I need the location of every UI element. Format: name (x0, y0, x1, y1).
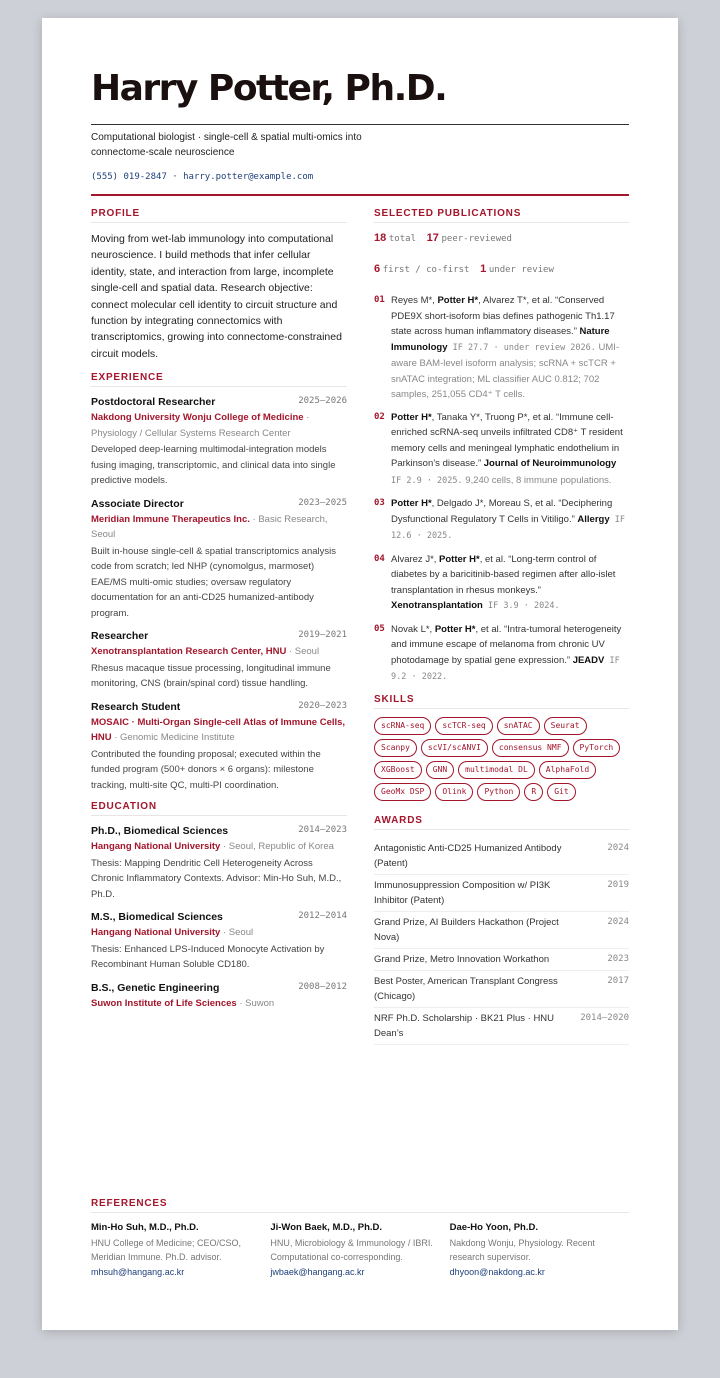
stat-first-label: first / co-first (382, 265, 470, 275)
skill-chip: multimodal DL (458, 761, 535, 779)
experience-organization: Nakdong University Wonju College of Medicine (91, 412, 304, 424)
publication-item (374, 552, 629, 615)
reference-description: HNU College of Medicine; CEO/CSO, Meridian Immune. Ph.D. advisor. (91, 1237, 242, 1262)
publication-number: 05 (374, 623, 385, 634)
stat-first-number: 6 (374, 263, 381, 275)
experience-heading: EXPERIENCE (91, 372, 347, 387)
reference-email[interactable]: mhsuh@hangang.ac.kr (91, 1266, 185, 1277)
stat-peer-label: peer-reviewed (441, 234, 512, 244)
publication-journal: Nature Immunology (391, 326, 610, 353)
publication-self-author: Potter H* (437, 295, 479, 306)
award-year: 2024 (607, 916, 629, 927)
publications-heading: SELECTED PUBLICATIONS (374, 208, 629, 223)
publication-item (374, 293, 629, 403)
publication-number: 01 (374, 295, 385, 305)
profile-text: Moving from wet-lab immunology into computational neuroscience. I build methods that infer cellular identity, state, and interaction from large, incomplete single-cell and spatial data. Research objective: connect molecular cell identity to circuit structure and function by integrating connectomics with transcriptomics, growing into connectome-constrained circuit models. (91, 233, 342, 360)
award-year: 2024 (607, 842, 629, 853)
publication-meta: IF 2.9 · 2025. (391, 475, 463, 486)
award-year: 2023 (607, 953, 629, 964)
experience-organization-detail: · Genomic Medicine Institute (111, 732, 235, 744)
resume-page (42, 18, 678, 1330)
reference-description: Nakdong Wonju, Physiology. Recent research supervisor. (449, 1237, 595, 1262)
award-item (374, 875, 629, 912)
education-organization-detail: · Seoul (220, 927, 254, 939)
publication-meta: IF 27.7 · under review 2026. (447, 342, 596, 353)
experience-organization: MOSAIC · Multi-Organ Single-cell Atlas of Immune Cells, HNU (91, 716, 346, 744)
education-organization: Suwon Institute of Life Sciences (91, 997, 237, 1009)
reference-item (91, 1221, 270, 1279)
award-name: NRF Ph.D. Scholarship · BK21 Plus · HNU Dean’s (374, 1012, 555, 1039)
skill-chip: Seurat (544, 717, 587, 735)
resume-subtitle: Computational biologist · single-cell & spatial multi-omics into connectome-scale neuroscience (91, 132, 362, 158)
contact-line: (555) 019-2847 · harry.potter@example.com (91, 172, 314, 182)
experience-description: Contributed the founding proposal; executed within the funded program (500+ donors × 6 organs): milestone tracking, multi-site QC, multi-PI coordination. (91, 748, 321, 791)
experience-role: Associate Director (91, 497, 184, 510)
award-item (374, 949, 629, 971)
experience-organization-line (91, 644, 347, 660)
skill-chip: scRNA-seq (374, 717, 431, 735)
education-organization-line (91, 925, 347, 941)
skill-chip: scVI/scANVI (421, 739, 488, 757)
award-item (374, 838, 629, 875)
stat-peer-number: 17 (426, 232, 439, 244)
education-date: 2012–2014 (298, 911, 347, 922)
education-organization-detail: · Suwon (236, 997, 275, 1009)
publication-title: , Alvarez T*, et al. “Conserved PDE9X short-isoform bias defines pathogenic Th1.17 state across human inflammatory diseases.” (391, 295, 615, 337)
publication-title: , Tanaka Y*, Truong P*, et al. “Immune cell-enriched scRNA-seq unveils infiltrated CD8⁺ T resident memory cells and meningeal lymphatic endothelium in Parkinson’s disease.” (391, 411, 623, 469)
publication-list (374, 293, 629, 686)
experience-entry (91, 700, 347, 794)
award-year: 2019 (607, 879, 629, 890)
experience-date: 2019–2021 (298, 630, 347, 641)
award-year: 2017 (607, 975, 629, 986)
experience-role: Postdoctoral Researcher (91, 396, 216, 409)
experience-organization-line (91, 512, 347, 543)
skill-chip: Scanpy (374, 739, 417, 757)
awards-heading: AWARDS (374, 815, 629, 830)
experience-organization-line (91, 715, 347, 746)
experience-entry (91, 497, 347, 622)
references-list (91, 1221, 629, 1279)
publication-journal: Xenotransplantation (391, 600, 483, 611)
header-accent-rule (91, 194, 629, 196)
award-item (374, 971, 629, 1008)
publication-meta: IF 3.9 · 2024. (482, 601, 560, 611)
reference-name: Min-Ho Suh, M.D., Ph.D. (91, 1222, 199, 1233)
skill-chip: consensus NMF (492, 739, 569, 757)
publication-item (374, 622, 629, 686)
stats-row-2 (374, 262, 629, 277)
left-column (91, 208, 347, 1019)
skill-chip: Olink (435, 783, 473, 801)
skill-chip: XGBoost (374, 761, 422, 779)
stats-row-1 (374, 231, 629, 246)
education-date: 2014–2023 (298, 825, 347, 836)
reference-item (270, 1221, 449, 1279)
award-name: Grand Prize, AI Builders Hackathon (Project Nova) (374, 916, 559, 943)
education-organization-line (91, 839, 347, 855)
publication-self-author: Potter H* (434, 623, 476, 635)
publication-self-author: Potter H* (439, 553, 480, 565)
skill-chip: GeoMx DSP (374, 783, 431, 801)
publication-title: , et al. “Long-term control of diabetes by a baricitinib-based regimen after allo-islet transplantation in rhesus monkeys.” (391, 553, 616, 596)
publication-stats (374, 231, 629, 277)
award-item (374, 912, 629, 949)
education-organization: Hangang National University (91, 927, 221, 939)
awards-list (374, 838, 629, 1045)
experience-organization-detail: · Physiology / Cellular Systems Research Center (91, 412, 310, 439)
education-description: Thesis: Mapping Dendritic Cell Heterogeneity Across Chronic Inflammatory Contexts. Advisor: Min-Ho Suh, M.D., Ph.D. (91, 857, 342, 900)
references-section (91, 1198, 629, 1279)
publication-title: , et al. “Intra-tumoral heterogeneity and immune escape of melanoma from chronic UV photodamage by spatial gene expression.” (391, 623, 622, 666)
skill-chip: Python (477, 783, 520, 801)
publication-item (374, 410, 629, 490)
education-date: 2008–2012 (298, 981, 347, 992)
publication-note: 9,240 cells, 8 immune populations. (462, 474, 612, 486)
skill-chip: R (524, 783, 543, 801)
experience-description: Rhesus macaque tissue processing, longitudinal immune monitoring, CNS (brain/spinal cord) tissue handling. (91, 662, 331, 690)
publication-number: 02 (374, 411, 385, 422)
publication-number: 03 (374, 498, 385, 508)
publication-journal: Journal of Neuroimmunology (483, 458, 617, 469)
publication-authors-before: Novak L*, (391, 623, 435, 635)
publication-self-author: Potter H* (391, 411, 432, 423)
skill-chip: scTCR-seq (435, 717, 492, 735)
education-role: B.S., Genetic Engineering (91, 981, 220, 994)
skill-chip: snATAC (497, 717, 540, 735)
experience-entry (91, 629, 347, 692)
experience-organization-detail: · Seoul (286, 646, 320, 658)
skill-chip: PyTorch (573, 739, 621, 757)
award-name: Antagonistic Anti-CD25 Humanized Antibody (Patent) (374, 842, 562, 869)
publication-note: UMI-aware BAM-level isoform analysis; scRNA + scTCR + snATAC integration; ML classifier AUC 0.812; 702 samples, 251,055 CD4⁺ T cells. (391, 341, 620, 400)
reference-item (450, 1221, 629, 1279)
award-year: 2014–2020 (580, 1012, 629, 1023)
education-description: Thesis: Enhanced LPS-Induced Monocyte Activation by Recombinant Human Soluble CD180. (91, 943, 325, 971)
education-organization-line (91, 996, 347, 1012)
experience-date: 2023–2025 (298, 497, 347, 508)
experience-role: Research Student (91, 700, 181, 713)
award-name: Best Poster, American Transplant Congress (Chicago) (374, 975, 558, 1002)
publication-meta: IF 12.6 · 2025. (391, 514, 625, 541)
stat-review-label: under review (488, 265, 554, 275)
stat-total-label: total (388, 234, 416, 244)
education-organization: Hangang National University (91, 841, 221, 853)
education-entry (91, 910, 347, 973)
experience-description: Built in-house single-cell & spatial transcriptomics analysis code from scratch; led NHP (cynomolgus, marmoset) EAE/MS multi-omic studies; oversaw regulatory documentation for an anti-CD25 humanized-antibody program. (91, 545, 336, 619)
publication-self-author: Potter H* (391, 498, 432, 509)
experience-entry (91, 395, 347, 489)
education-organization-detail: · Seoul, Republic of Korea (220, 841, 334, 853)
stat-review-number: 1 (480, 263, 487, 275)
experience-date: 2025–2026 (298, 396, 347, 407)
experience-list (91, 395, 347, 793)
education-heading: EDUCATION (91, 801, 347, 816)
publication-journal: JEADV (572, 654, 605, 666)
publication-meta: IF 9.2 · 2022. (391, 655, 620, 682)
experience-organization: Meridian Immune Therapeutics Inc. (91, 513, 250, 525)
skill-chip: AlphaFold (539, 761, 596, 779)
skills-heading: SKILLS (374, 694, 629, 709)
reference-email[interactable]: jwbaek@hangang.ac.kr (270, 1266, 365, 1277)
publication-authors-before: Reyes M*, (391, 295, 438, 306)
reference-email[interactable]: dhyoon@nakdong.ac.kr (449, 1266, 545, 1277)
education-list (91, 824, 347, 1011)
education-entry (91, 981, 347, 1012)
profile-heading: PROFILE (91, 208, 347, 223)
experience-role: Researcher (91, 630, 149, 643)
award-item (374, 1008, 629, 1045)
references-heading: REFERENCES (91, 1198, 629, 1213)
resume-name: Harry Potter, Ph.D. (91, 68, 447, 109)
publication-authors-before: Alvarez J*, (391, 553, 440, 565)
experience-organization-detail: · Basic Research, Seoul (91, 513, 328, 541)
reference-name: Dae-Ho Yoon, Ph.D. (449, 1222, 538, 1233)
education-role: M.S., Biomedical Sciences (91, 911, 223, 924)
header-divider (91, 124, 629, 125)
experience-organization-line (91, 410, 347, 441)
stat-total-number: 18 (374, 232, 387, 244)
experience-date: 2020–2023 (298, 700, 347, 711)
education-entry (91, 824, 347, 902)
right-column (374, 208, 629, 1045)
award-name: Grand Prize, Metro Innovation Workathon (374, 953, 550, 965)
skill-chip: GNN (426, 761, 454, 779)
reference-name: Ji-Won Baek, M.D., Ph.D. (270, 1222, 383, 1233)
experience-description: Developed deep-learning multimodal-integration models fusing imaging, transcriptomic, and clinical data into single predictive models. (91, 444, 336, 487)
reference-description: HNU, Microbiology & Immunology / IBRI. Computational co-corresponding. (270, 1237, 433, 1262)
publication-journal: Allergy (577, 513, 610, 525)
skill-chip: Git (547, 783, 575, 801)
education-role: Ph.D., Biomedical Sciences (91, 825, 229, 838)
publication-number: 04 (374, 553, 385, 564)
skills-list (374, 717, 629, 801)
award-name: Immunosuppression Composition w/ PI3K Inhibitor (Patent) (374, 879, 551, 906)
publication-title: , Delgado J*, Moreau S, et al. “Deciphering Dysfunctional Regulatory T Cells in Vitiligo.” (391, 498, 613, 525)
publication-item (374, 496, 629, 545)
experience-organization: Xenotransplantation Research Center, HNU (91, 646, 287, 658)
